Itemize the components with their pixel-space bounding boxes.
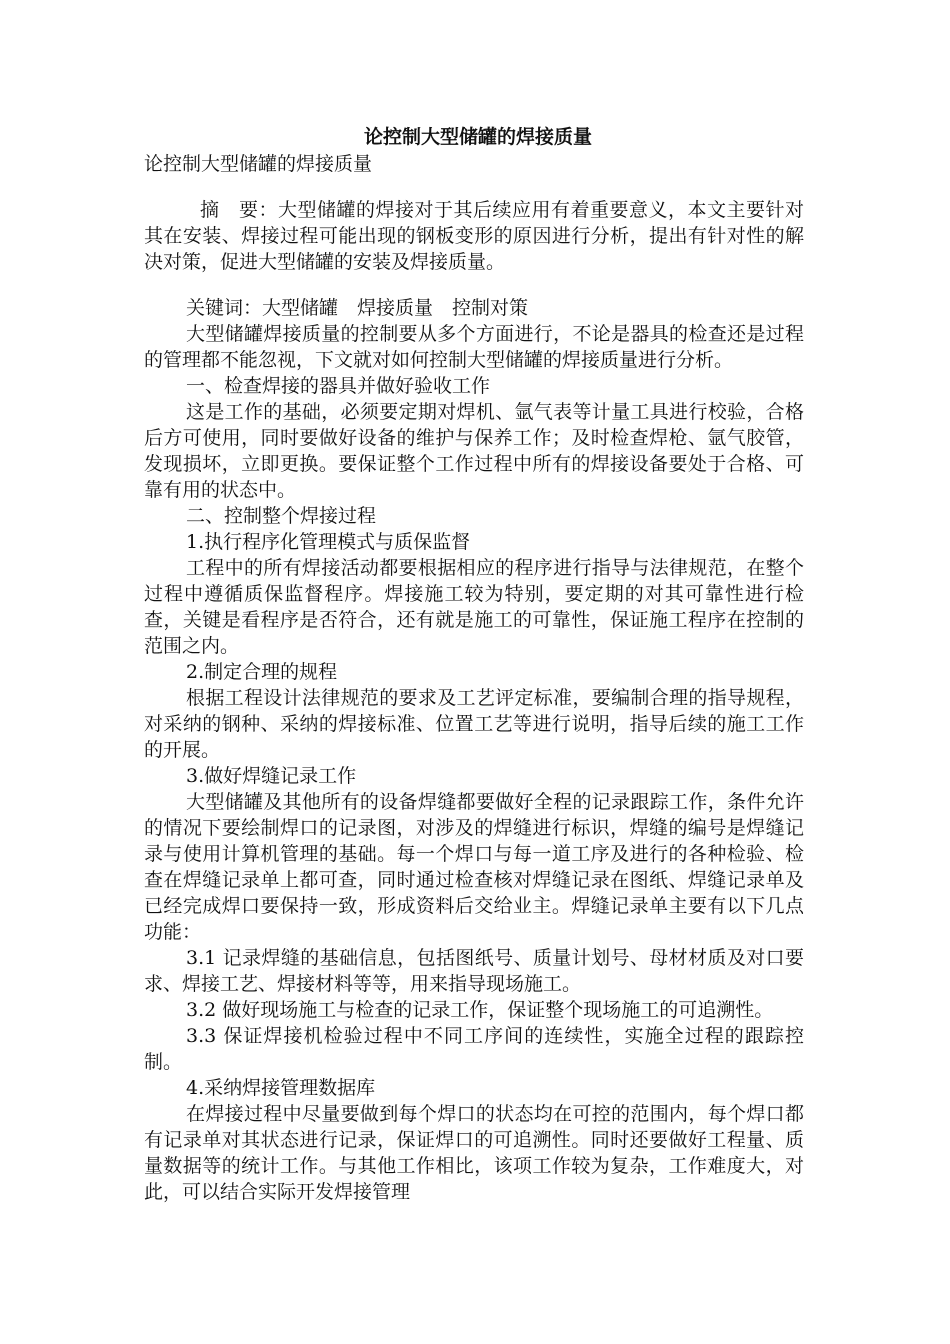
list-item-3-2: 3.2 做好现场施工与检查的记录工作，保证整个现场施工的可追溯性。 [186, 999, 774, 1021]
subheading-1: 1.执行程序化管理模式与质保监督 [186, 531, 471, 553]
abstract-paragraph: 摘 要：大型储罐的焊接对于其后续应用有着重要意义，本文主要针对其在安装、焊接过程可能出现的钢板变形的原因进行分析，提出有针对性的解决对策，促进大型储罐的安装及焊接质量。 [144, 199, 804, 273]
body-paragraph: 大型储罐及其他所有的设备焊缝都要做好全程的记录跟踪工作，条件允许的情况下要绘制焊口的记录图，对涉及的焊缝进行标识，焊缝的编号是焊缝记录与使用计算机管理的基础。每一个焊口与每一道工序及进行的各种检验、检查在焊缝记录单上都可查，同时通过检查核对焊缝记录在图纸、焊缝记录单及已经完成焊口要保持一致，形成资料后交给业主。焊缝记录单主要有以下几点功能： [144, 791, 804, 943]
list-item-3-1: 3.1 记录焊缝的基础信息，包括图纸号、质量计划号、母材材质及对口要求、焊接工艺、焊接材料等等，用来指导现场施工。 [144, 947, 804, 995]
subheading-2: 2.制定合理的规程 [186, 661, 338, 683]
section-heading-2: 二、控制整个焊接过程 [186, 505, 377, 527]
keywords-line: 关键词：大型储罐 焊接质量 控制对策 [186, 297, 529, 319]
body-paragraph: 在焊接过程中尽量要做到每个焊口的状态均在可控的范围内，每个焊口都有记录单对其状态进行记录，保证焊口的可追溯性。同时还要做好工程量、质量数据等的统计工作。与其他工作相比，该项工作较为复杂，工作难度大，对此，可以结合实际开发焊接管理 [144, 1103, 804, 1203]
document-subtitle: 论控制大型储罐的焊接质量 [144, 153, 373, 175]
document-body [144, 124, 804, 1205]
body-paragraph: 这是工作的基础，必须要定期对焊机、氩气表等计量工具进行校验，合格后方可使用，同时要做好设备的维护与保养工作；及时检查焊枪、氩气胶管，发现损坏，立即更换。要保证整个工作过程中所有的焊接设备要处于合格、可靠有用的状态中。 [144, 401, 804, 501]
document-title: 论控制大型储罐的焊接质量 [363, 126, 592, 148]
subheading-3: 3.做好焊缝记录工作 [186, 765, 357, 787]
body-paragraph: 根据工程设计法律规范的要求及工艺评定标准，要编制合理的指导规程，对采纳的钢种、采纳的焊接标准、位置工艺等进行说明，指导后续的施工工作的开展。 [144, 687, 804, 761]
subheading-4: 4.采纳焊接管理数据库 [186, 1077, 376, 1099]
intro-paragraph: 大型储罐焊接质量的控制要从多个方面进行，不论是器具的检查还是过程的管理都不能忽视，下文就对如何控制大型储罐的焊接质量进行分析。 [144, 323, 804, 371]
body-paragraph: 工程中的所有焊接活动都要根据相应的程序进行指导与法律规范，在整个过程中遵循质保监督程序。焊接施工较为特别，要定期的对其可靠性进行检查，关键是看程序是否符合，还有就是施工的可靠性，保证施工程序在控制的范围之内。 [144, 557, 804, 657]
section-heading-1: 一、检查焊接的器具并做好验收工作 [186, 375, 491, 397]
list-item-3-3: 3.3 保证焊接机检验过程中不同工序间的连续性，实施全过程的跟踪控制。 [144, 1025, 804, 1073]
